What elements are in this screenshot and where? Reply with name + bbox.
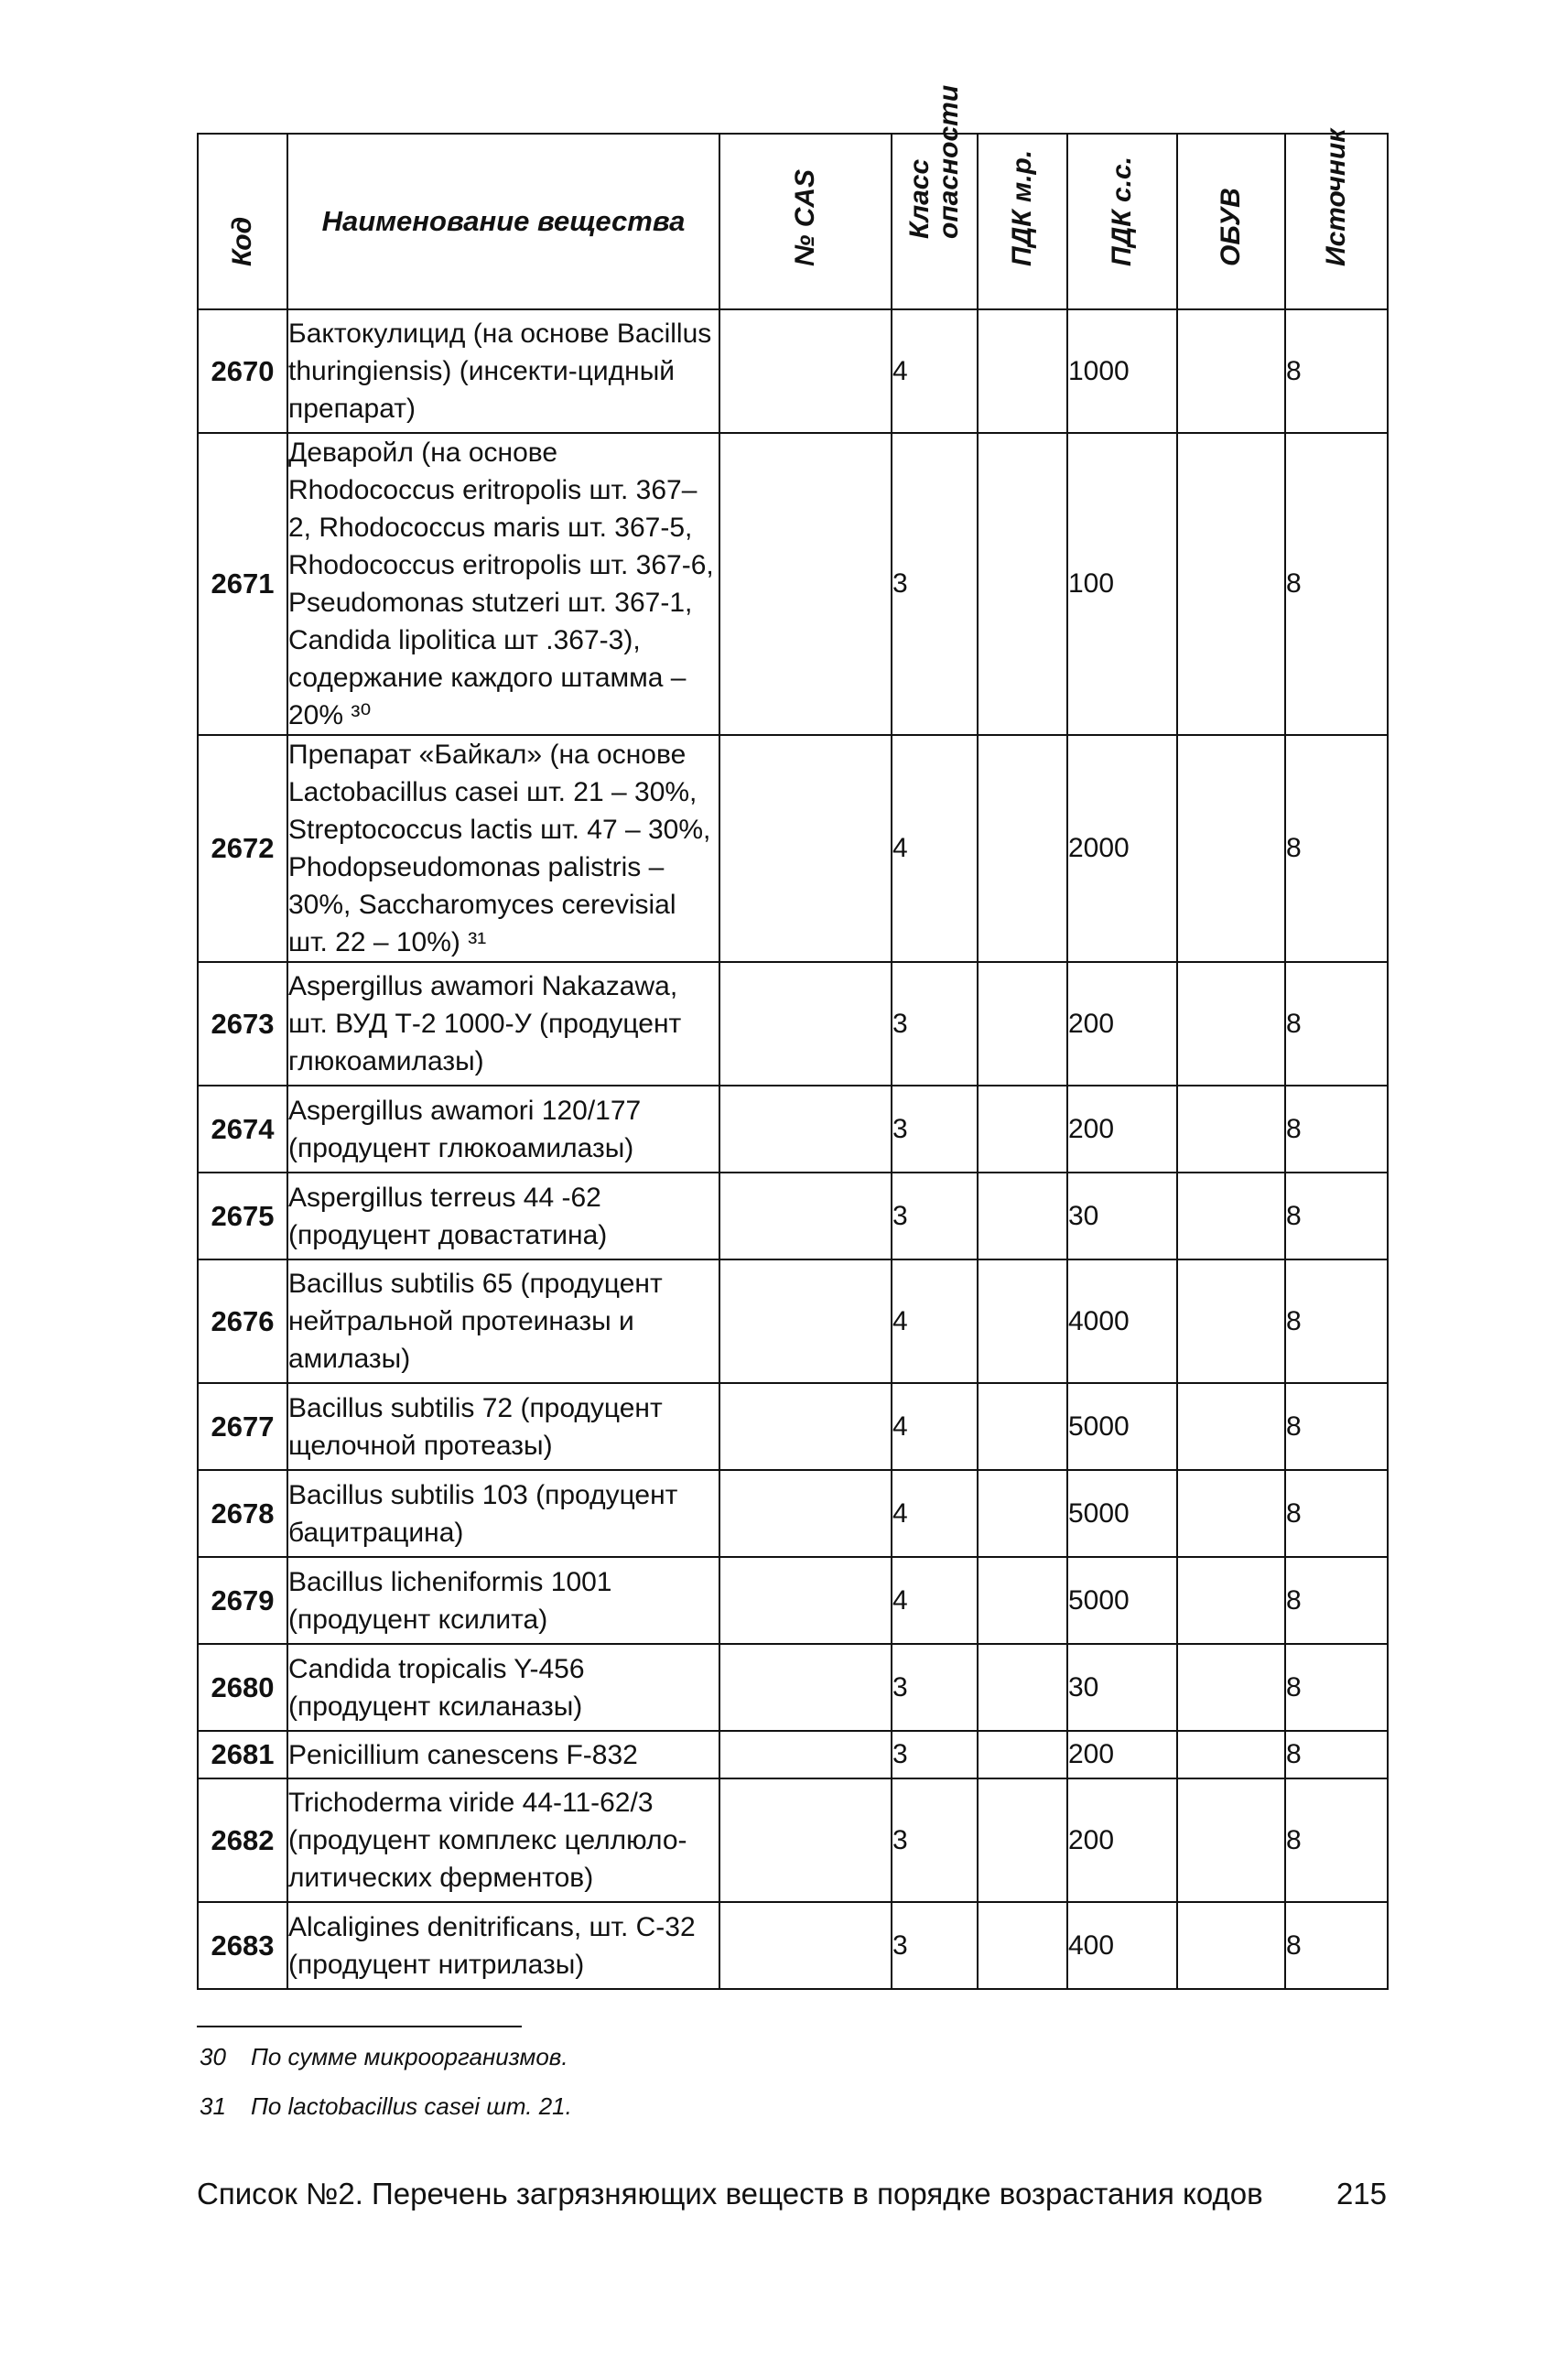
row-hazard-class: 3 bbox=[892, 1173, 978, 1259]
row-name: Деваройл (на основе Rhodococcus eritropolis шт. 367–2, Rhodococcus maris шт. 367-5, Rhodococcus eritropolis шт. 367-6, Pseudomonas stutzeri шт. 367-1, Candida lipolitica шт .367-3), содержание каждого штамма – 20% ³⁰ bbox=[287, 433, 719, 735]
row-cas bbox=[719, 1557, 892, 1644]
row-code: 2670 bbox=[198, 309, 287, 433]
row-cas bbox=[719, 962, 892, 1086]
row-obuv bbox=[1177, 1902, 1285, 1989]
row-code: 2679 bbox=[198, 1557, 287, 1644]
table-row bbox=[198, 1644, 1388, 1731]
row-obuv bbox=[1177, 1731, 1285, 1778]
row-name: Bacillus subtilis 65 (продуцент нейтральной протеиназы и амилазы) bbox=[287, 1259, 719, 1383]
row-obuv bbox=[1177, 1086, 1285, 1173]
row-hazard-class: 4 bbox=[892, 1383, 978, 1470]
table-row bbox=[198, 1470, 1388, 1557]
row-code: 2680 bbox=[198, 1644, 287, 1731]
row-cas bbox=[719, 1644, 892, 1731]
row-name: Alcaligines denitrificans, шт. С-32 (продуцент нитрилазы) bbox=[287, 1902, 719, 1989]
row-obuv bbox=[1177, 1557, 1285, 1644]
header-code: Код bbox=[198, 134, 287, 309]
row-hazard-class: 4 bbox=[892, 1557, 978, 1644]
row-hazard-class: 3 bbox=[892, 1731, 978, 1778]
footnote-31: 31 По lactobacillus casei шт. 21. bbox=[200, 2092, 572, 2120]
row-pdk-ss: 5000 bbox=[1067, 1470, 1177, 1557]
row-obuv bbox=[1177, 1383, 1285, 1470]
row-pdk-mr bbox=[978, 1778, 1067, 1902]
table-row bbox=[198, 1902, 1388, 1989]
row-hazard-class: 3 bbox=[892, 1902, 978, 1989]
row-name: Candida tropicalis Y-456 (продуцент ксиланазы) bbox=[287, 1644, 719, 1731]
row-cas bbox=[719, 1731, 892, 1778]
table-row bbox=[198, 735, 1388, 962]
footnote-30: 30 По сумме микроорганизмов. bbox=[200, 2043, 568, 2070]
row-code: 2677 bbox=[198, 1383, 287, 1470]
row-pdk-mr bbox=[978, 1902, 1067, 1989]
row-obuv bbox=[1177, 433, 1285, 735]
row-pdk-mr bbox=[978, 962, 1067, 1086]
row-name: Trichoderma viride 44-11-62/3 (продуцент комплекс целлюло-литических ферментов) bbox=[287, 1778, 719, 1902]
row-hazard-class: 3 bbox=[892, 433, 978, 735]
row-name: Bacillus subtilis 103 (продуцент бацитрацина) bbox=[287, 1470, 719, 1557]
row-source: 8 bbox=[1285, 309, 1388, 433]
table-row bbox=[198, 1778, 1388, 1902]
row-source: 8 bbox=[1285, 1731, 1388, 1778]
header-pdk-ss: ПДК с.с. bbox=[1067, 134, 1177, 309]
row-source: 8 bbox=[1285, 1383, 1388, 1470]
row-obuv bbox=[1177, 1778, 1285, 1902]
row-hazard-class: 4 bbox=[892, 1470, 978, 1557]
row-code: 2678 bbox=[198, 1470, 287, 1557]
row-cas bbox=[719, 1086, 892, 1173]
row-name: Aspergillus awamori 120/177 (продуцент глюкоамилазы) bbox=[287, 1086, 719, 1173]
row-name: Препарат «Байкал» (на основе Lactobacillus casei шт. 21 – 30%, Streptococcus lactis шт. 47 – 30%, Phodopseudomonas palistris – 30%, Saccharomyces cerevisial шт. 22 – 10%) ³¹ bbox=[287, 735, 719, 962]
row-code: 2675 bbox=[198, 1173, 287, 1259]
row-pdk-ss: 1000 bbox=[1067, 309, 1177, 433]
row-cas bbox=[719, 309, 892, 433]
row-name: Bacillus licheniformis 1001 (продуцент ксилита) bbox=[287, 1557, 719, 1644]
table-row bbox=[198, 309, 1388, 433]
row-pdk-mr bbox=[978, 309, 1067, 433]
row-cas bbox=[719, 1470, 892, 1557]
row-pdk-ss: 200 bbox=[1067, 1731, 1177, 1778]
row-hazard-class: 4 bbox=[892, 309, 978, 433]
row-source: 8 bbox=[1285, 1259, 1388, 1383]
row-cas bbox=[719, 1259, 892, 1383]
row-name: Aspergillus awamori Nakazawa, шт. ВУД Т-2 1000-У (продуцент глюкоамилазы) bbox=[287, 962, 719, 1086]
row-obuv bbox=[1177, 1173, 1285, 1259]
table-row bbox=[198, 1259, 1388, 1383]
row-pdk-ss: 200 bbox=[1067, 1086, 1177, 1173]
header-cas: № CAS bbox=[719, 134, 892, 309]
row-cas bbox=[719, 735, 892, 962]
row-source: 8 bbox=[1285, 1778, 1388, 1902]
row-pdk-ss: 5000 bbox=[1067, 1383, 1177, 1470]
row-pdk-mr bbox=[978, 1086, 1067, 1173]
row-cas bbox=[719, 433, 892, 735]
header-pdk-mr: ПДК м.р. bbox=[978, 134, 1067, 309]
row-code: 2674 bbox=[198, 1086, 287, 1173]
row-hazard-class: 3 bbox=[892, 1644, 978, 1731]
row-name: Aspergillus terreus 44 -62 (продуцент довастатина) bbox=[287, 1173, 719, 1259]
row-source: 8 bbox=[1285, 1902, 1388, 1989]
row-source: 8 bbox=[1285, 1173, 1388, 1259]
row-cas bbox=[719, 1778, 892, 1902]
row-code: 2673 bbox=[198, 962, 287, 1086]
row-cas bbox=[719, 1383, 892, 1470]
row-code: 2682 bbox=[198, 1778, 287, 1902]
header-obuv: ОБУВ bbox=[1177, 134, 1285, 309]
row-hazard-class: 4 bbox=[892, 735, 978, 962]
row-name: Penicillium canescens F-832 bbox=[287, 1731, 719, 1778]
row-obuv bbox=[1177, 1644, 1285, 1731]
footnote-divider bbox=[197, 2026, 522, 2027]
row-pdk-mr bbox=[978, 735, 1067, 962]
row-pdk-ss: 30 bbox=[1067, 1644, 1177, 1731]
header-source: Источник bbox=[1285, 134, 1388, 309]
row-pdk-mr bbox=[978, 1173, 1067, 1259]
header-hazard-class: Класс опасности bbox=[892, 134, 978, 309]
row-source: 8 bbox=[1285, 962, 1388, 1086]
table-header-row bbox=[198, 134, 1388, 309]
row-pdk-mr bbox=[978, 1383, 1067, 1470]
row-pdk-ss: 400 bbox=[1067, 1902, 1177, 1989]
row-pdk-ss: 5000 bbox=[1067, 1557, 1177, 1644]
footer-title: Список №2. Перечень загрязняющих веществ в порядке возрастания кодов bbox=[197, 2177, 1263, 2210]
row-source: 8 bbox=[1285, 1470, 1388, 1557]
table-row bbox=[198, 1173, 1388, 1259]
table-row bbox=[198, 433, 1388, 735]
row-pdk-mr bbox=[978, 1470, 1067, 1557]
row-pdk-ss: 30 bbox=[1067, 1173, 1177, 1259]
row-name: Бактокулицид (на основе Bacillus thuringiensis) (инсекти-цидный препарат) bbox=[287, 309, 719, 433]
page-footer bbox=[197, 2177, 1387, 2211]
row-code: 2672 bbox=[198, 735, 287, 962]
table-row bbox=[198, 962, 1388, 1086]
page-number: 215 bbox=[1336, 2177, 1387, 2210]
row-cas bbox=[719, 1173, 892, 1259]
table-row bbox=[198, 1557, 1388, 1644]
row-obuv bbox=[1177, 1259, 1285, 1383]
row-obuv bbox=[1177, 1470, 1285, 1557]
row-pdk-ss: 200 bbox=[1067, 1778, 1177, 1902]
row-code: 2681 bbox=[198, 1731, 287, 1778]
row-source: 8 bbox=[1285, 735, 1388, 962]
row-obuv bbox=[1177, 962, 1285, 1086]
row-pdk-mr bbox=[978, 433, 1067, 735]
row-pdk-ss: 100 bbox=[1067, 433, 1177, 735]
row-pdk-mr bbox=[978, 1259, 1067, 1383]
row-source: 8 bbox=[1285, 1086, 1388, 1173]
row-code: 2671 bbox=[198, 433, 287, 735]
table-row bbox=[198, 1383, 1388, 1470]
row-pdk-ss: 200 bbox=[1067, 962, 1177, 1086]
row-hazard-class: 4 bbox=[892, 1259, 978, 1383]
row-source: 8 bbox=[1285, 1557, 1388, 1644]
row-source: 8 bbox=[1285, 1644, 1388, 1731]
table-row bbox=[198, 1731, 1388, 1778]
row-hazard-class: 3 bbox=[892, 962, 978, 1086]
row-pdk-mr bbox=[978, 1644, 1067, 1731]
table-row bbox=[198, 1086, 1388, 1173]
row-pdk-ss: 2000 bbox=[1067, 735, 1177, 962]
row-name: Bacillus subtilis 72 (продуцент щелочной протеазы) bbox=[287, 1383, 719, 1470]
row-code: 2676 bbox=[198, 1259, 287, 1383]
row-obuv bbox=[1177, 735, 1285, 962]
row-hazard-class: 3 bbox=[892, 1086, 978, 1173]
row-code: 2683 bbox=[198, 1902, 287, 1989]
substances-table bbox=[197, 84, 1389, 1990]
row-hazard-class: 3 bbox=[892, 1778, 978, 1902]
row-cas bbox=[719, 1902, 892, 1989]
row-source: 8 bbox=[1285, 433, 1388, 735]
header-name: Наименование вещества bbox=[287, 134, 719, 309]
row-pdk-mr bbox=[978, 1731, 1067, 1778]
row-pdk-mr bbox=[978, 1557, 1067, 1644]
row-pdk-ss: 4000 bbox=[1067, 1259, 1177, 1383]
row-obuv bbox=[1177, 309, 1285, 433]
